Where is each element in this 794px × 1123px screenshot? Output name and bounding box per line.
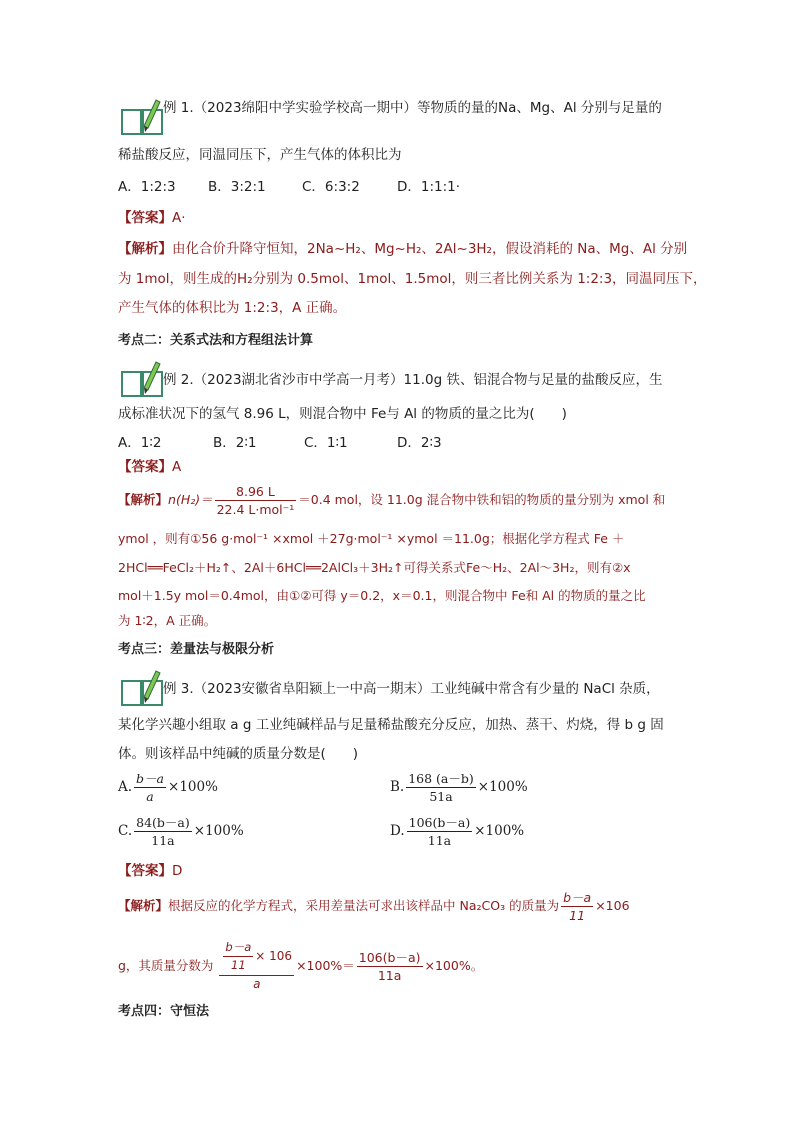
answer-label: 【答案】 bbox=[118, 863, 172, 879]
fraction-numerator: 106(b－a) bbox=[408, 815, 471, 830]
option-suffix: ×100% bbox=[193, 823, 244, 839]
example-2-option-d: D．2∶3 bbox=[397, 435, 442, 451]
section-heading-3: 考点三：差量法与极限分析 bbox=[118, 642, 275, 657]
example-3-analysis-1 bbox=[118, 890, 630, 923]
option-suffix: ×100% bbox=[168, 779, 218, 795]
example-1-answer bbox=[118, 209, 186, 227]
inner-suffix: × 106 bbox=[255, 949, 293, 963]
fraction-percent bbox=[219, 940, 294, 992]
example-3-option-a bbox=[118, 771, 218, 804]
fraction-numerator: b－a bbox=[563, 890, 592, 905]
answer-value: A· bbox=[172, 210, 186, 226]
fraction-denominator: 51a bbox=[429, 789, 453, 804]
book-pencil-icon bbox=[120, 667, 164, 707]
fraction-h2 bbox=[215, 484, 297, 517]
example-1-option-c: C．6:3:2 bbox=[302, 179, 360, 195]
example-2-option-a: A．1∶2 bbox=[118, 435, 162, 451]
example-2-answer bbox=[118, 458, 181, 476]
answer-label: 【答案】 bbox=[118, 210, 172, 226]
book-pencil-icon bbox=[120, 358, 164, 398]
option-fraction bbox=[134, 771, 166, 804]
fraction-result bbox=[357, 950, 423, 983]
fraction-denominator: 22.4 L·mol⁻¹ bbox=[216, 502, 295, 517]
fraction-numerator bbox=[219, 940, 294, 976]
answer-label: 【答案】 bbox=[118, 459, 172, 475]
example-2-analysis-1 bbox=[118, 484, 665, 517]
analysis-pre: g，其质量分数为 bbox=[118, 958, 214, 973]
fraction-numerator: b－a bbox=[223, 940, 253, 957]
analysis-label: 【解析】 bbox=[118, 898, 169, 913]
example-1-analysis-2: 为 1mol，则生成的H₂分别为 0.5mol、1mol、1.5mol，则三者比例关系为 1:2:3，同温同压下， bbox=[118, 271, 707, 287]
example-2-option-b: B．2∶1 bbox=[213, 435, 257, 451]
option-fraction bbox=[134, 815, 192, 848]
option-label: C. bbox=[118, 823, 133, 839]
example-1-analysis-1 bbox=[118, 240, 687, 258]
book-pencil-icon bbox=[120, 96, 164, 136]
fraction-denominator: 11 bbox=[231, 958, 246, 972]
option-label: A. bbox=[118, 779, 133, 795]
fraction-denominator: 11 bbox=[569, 908, 586, 923]
example-1-option-b: B．3:2:1 bbox=[208, 179, 266, 195]
option-label: D. bbox=[390, 823, 405, 839]
answer-value: D bbox=[172, 863, 183, 879]
fraction-mass bbox=[561, 890, 593, 923]
example-3-option-b bbox=[390, 771, 528, 804]
example-2-analysis-2: ymol ，则有①56 g·mol⁻¹ ×xmol ＋27g·mol⁻¹ ×ymol ＝11.0g；根据化学方程式 Fe ＋ bbox=[118, 531, 625, 546]
example-1-option-a: A．1:2:3 bbox=[118, 179, 176, 195]
option-label: B. bbox=[390, 779, 405, 795]
example-1-line-1: 例 1.（2023绵阳中学实验学校高一期中）等物质的量的Na、Mg、Al 分别与足量的 bbox=[163, 100, 662, 116]
answer-value: A bbox=[172, 459, 182, 475]
option-fraction bbox=[406, 771, 476, 804]
example-1-analysis-3: 产生气体的体积比为 1:2:3，A 正确。 bbox=[118, 300, 347, 316]
fraction-numerator: 84(b－a) bbox=[136, 815, 190, 830]
example-2-analysis-3: 2HCl══FeCl₂＋H₂↑、2Al＋6HCl══2AlCl₃＋3H₂↑可得关系式Fe～H₂、2Al～3H₂，则有②x bbox=[118, 560, 631, 575]
analysis-text: 由化合价升降守恒知，2Na~H₂、Mg~H₂、2Al~3H₂，假设消耗的 Na、Mg、Al 分别 bbox=[172, 241, 688, 257]
example-1-line-2: 稀盐酸反应，同温同压下，产生气体的体积比为 bbox=[118, 147, 402, 163]
example-3-option-c bbox=[118, 815, 244, 848]
fraction-denominator: 11a bbox=[377, 967, 402, 983]
example-2-line-1: 例 2.（2023湖北省沙市中学高一月考）11.0g 铁、铝混合物与足量的盐酸反应，生 bbox=[163, 372, 663, 388]
fraction-denominator: a bbox=[253, 977, 261, 991]
example-3-line-3: 体。则该样品中纯碱的质量分数是( ) bbox=[118, 746, 359, 762]
example-2-analysis-4: mol＋1.5y mol＝0.4mol，由①②可得 y＝0.2，x＝0.1，则混合物中 Fe和 Al 的物质的量之比 bbox=[118, 588, 646, 603]
example-3-line-2: 某化学兴趣小组取 a g 工业纯碱样品与足量稀盐酸充分反应，加热、蒸干、灼烧，得 b g 固 bbox=[118, 717, 664, 733]
fraction-denominator: a bbox=[146, 789, 154, 804]
example-3-answer bbox=[118, 862, 182, 880]
fraction-denominator: 11a bbox=[151, 833, 175, 848]
example-3-line-1: 例 3.（2023安徽省阜阳颍上一中高一期末）工业纯碱中常含有少量的 NaCl 杂质， bbox=[163, 681, 660, 697]
section-heading-2: 考点二：关系式法和方程组法计算 bbox=[118, 333, 314, 348]
analysis-label: 【解析】 bbox=[118, 492, 169, 507]
example-2-line-2: 成标准状况下的氢气 8.96 L，则混合物中 Fe与 Al 的物质的量之比为( ) bbox=[118, 406, 567, 422]
example-3-analysis-2 bbox=[118, 940, 483, 992]
analysis-label: 【解析】 bbox=[118, 241, 172, 257]
fraction-numerator: 8.96 L bbox=[215, 484, 297, 501]
analysis-mid: ×100%＝ bbox=[296, 958, 355, 973]
analysis-text: 根据反应的化学方程式，采用差量法可求出该样品中 Na₂CO₃ 的质量为 bbox=[168, 898, 560, 913]
example-2-analysis-5: 为 1∶2，A 正确。 bbox=[118, 613, 217, 628]
inner-fraction bbox=[223, 940, 253, 973]
analysis-pre: n(H₂)＝ bbox=[168, 492, 213, 507]
fraction-denominator: 11a bbox=[427, 833, 452, 848]
option-suffix: ×100% bbox=[477, 779, 528, 795]
example-1-option-d: D．1:1:1· bbox=[397, 179, 461, 195]
fraction-numerator: 106(b－a) bbox=[358, 949, 421, 965]
fraction-numerator: b－a bbox=[136, 771, 165, 786]
example-2-option-c: C．1∶1 bbox=[304, 435, 348, 451]
analysis-post: ＝0.4 mol，设 11.0g 混合物中铁和铝的物质的量分别为 xmol 和 bbox=[298, 492, 666, 507]
fraction-numerator: 168 (a－b) bbox=[408, 771, 474, 786]
analysis-suffix: ×100%。 bbox=[424, 958, 484, 973]
option-fraction bbox=[407, 815, 473, 848]
analysis-suffix: ×106 bbox=[595, 898, 630, 913]
example-3-option-d bbox=[390, 815, 524, 848]
option-suffix: ×100% bbox=[474, 823, 525, 839]
section-heading-4: 考点四：守恒法 bbox=[118, 1004, 210, 1019]
